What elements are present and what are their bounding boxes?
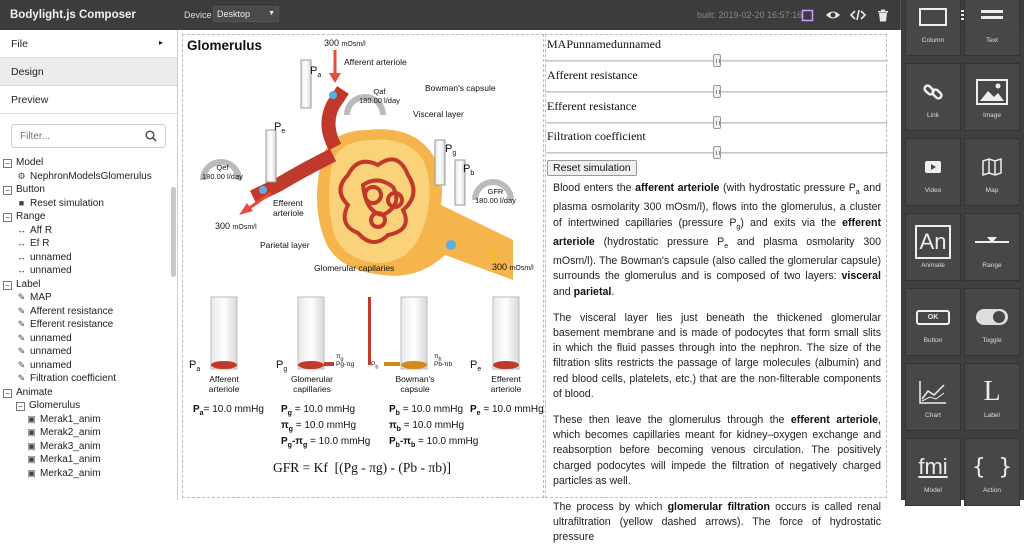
tree-item[interactable] <box>0 170 177 184</box>
slider-filtration-track[interactable] <box>546 146 888 160</box>
palette-tile-label: Link <box>927 112 939 119</box>
value-pig: $\pi_g = 10.0$ mmHg <box>281 420 357 433</box>
component-palette <box>901 30 1024 500</box>
value-pb: $P_b = 10.0$ mmHg <box>389 404 464 417</box>
device-label: Device <box>184 10 212 20</box>
device-select-value: Desktop <box>217 9 251 19</box>
tree-item[interactable] <box>0 156 177 170</box>
tree-item-label: unnamed <box>30 265 72 276</box>
tree-item[interactable] <box>0 345 177 359</box>
tree-item-label: Merak1_anim <box>40 413 101 425</box>
palette-tile-range[interactable] <box>964 213 1020 281</box>
palette-tile-button[interactable] <box>905 288 961 356</box>
chevron-right-icon: ▸ <box>158 38 163 47</box>
animate-icon: An <box>915 226 952 258</box>
toggle-icon <box>975 301 1009 333</box>
filter-field[interactable] <box>11 124 166 148</box>
tree-item[interactable] <box>0 224 177 238</box>
cyl-pa-label: $P_a$ <box>189 359 201 374</box>
cyl-pg-label: $P_g$ <box>276 359 288 374</box>
tree-item-label: Afferent resistance <box>30 305 114 317</box>
tree-item[interactable] <box>0 291 177 305</box>
menu-file-label: File <box>11 38 28 50</box>
app-title: Bodylight.js Composer <box>10 9 136 21</box>
value-pg: $P_g = 10.0$ mmHg <box>281 404 356 417</box>
palette-tile-label: Video <box>924 187 942 194</box>
slider-map <box>546 37 888 68</box>
top-bar <box>0 0 1024 30</box>
slider-filtration <box>546 129 888 160</box>
image-icon: ▣ <box>27 413 36 424</box>
tree-item[interactable] <box>0 467 177 481</box>
pencil-icon: ✎ <box>17 373 26 383</box>
label-icon: L <box>983 376 1001 407</box>
cyl-pb-small-label: $P_b$ <box>371 361 379 371</box>
tree-item-label: Merka2_anim <box>40 467 101 479</box>
palette-tile-label: Model <box>924 487 942 494</box>
chart-icon <box>918 376 948 408</box>
tree-item[interactable] <box>0 197 177 211</box>
filter-input[interactable] <box>20 126 140 146</box>
pressure-right-label: 300 mOsm/l <box>492 262 534 272</box>
tree-item-label: Aff R <box>30 224 53 236</box>
tree-item[interactable] <box>0 318 177 332</box>
menu-design[interactable] <box>0 58 177 86</box>
collapse-toggle-icon[interactable]: − <box>3 159 12 168</box>
slider-afferent-track[interactable] <box>546 85 888 99</box>
search-icon[interactable] <box>145 130 157 142</box>
tree-item-label: Animate <box>16 386 53 398</box>
collapse-toggle-icon[interactable]: − <box>3 213 12 222</box>
value-pib: $\pi_b = 10.0$ mmHg <box>389 420 465 433</box>
tree-item-label: Merak2_anim <box>40 427 101 438</box>
tree-item-label: Reset simulation <box>30 197 104 209</box>
tree-item-label: Filtration coefficient <box>30 373 116 384</box>
slider-efferent-label: Efferent resistance <box>547 99 637 113</box>
qef-gauge-label: Qef 180.00 l/day <box>202 163 243 181</box>
glomerulus-panel <box>182 34 544 498</box>
image-icon: ▣ <box>27 467 36 478</box>
cyl-glomerular-label: Glomerular capillaries <box>290 374 334 394</box>
tree-item[interactable] <box>0 305 177 319</box>
tree-item[interactable] <box>0 183 177 197</box>
value-pb-pib: $P_b-\pi_b = 10.0$ mmHg <box>389 436 479 449</box>
tree-item-label: MAP <box>30 292 52 303</box>
tree-item[interactable] <box>0 278 177 292</box>
design-canvas <box>179 30 901 544</box>
slider-afferent-label: Afferent resistance <box>547 68 638 82</box>
cyl-pe-label: $P_e$ <box>470 359 482 374</box>
tree-item[interactable] <box>0 426 177 440</box>
palette-tile-column[interactable] <box>905 0 961 56</box>
pencil-icon: ✎ <box>17 359 26 370</box>
tree-item-label: NephronModelsGlomerulus <box>30 170 152 182</box>
pencil-icon: ✎ <box>17 332 26 343</box>
collapse-toggle-icon[interactable]: − <box>3 281 12 290</box>
tree-item-label: Label <box>16 278 41 290</box>
tree-item-label: unnamed <box>30 251 72 263</box>
tree-item[interactable] <box>0 237 177 251</box>
palette-tile-label: Label <box>984 412 1000 419</box>
cyl-pib-label: $\pi_b$ <box>434 353 442 363</box>
text-icon <box>977 1 1007 33</box>
tree-item-label: Ef R <box>30 238 50 249</box>
image-icon: ▣ <box>27 440 36 451</box>
palette-tile-animate[interactable] <box>905 213 961 281</box>
slider-thumb[interactable] <box>713 85 721 98</box>
palette-tile-label: Chart <box>925 412 941 419</box>
cyl-pig-label: $\pi_g$ <box>336 353 344 363</box>
cyl-pg-pig-label: Pg-πg <box>336 361 355 368</box>
video-icon <box>924 151 942 183</box>
menu-preview[interactable] <box>0 86 177 114</box>
tree-item-label: Merak3_anim <box>40 440 101 452</box>
description-text <box>553 181 881 557</box>
square-icon[interactable] <box>798 6 816 24</box>
cyl-afferent-label: Afferent arteriole <box>208 374 240 394</box>
parietal-layer-label: Parietal layer <box>260 240 310 250</box>
image-icon: ▣ <box>27 427 36 437</box>
value-pa: $P_a= 10.0$ mmHg <box>193 404 264 417</box>
tree-item-label: unnamed <box>30 359 72 371</box>
palette-tile-model[interactable] <box>905 438 961 506</box>
slider-filtration-label: Filtration coefficient <box>547 129 646 143</box>
cyl-pb-pib-label: Pb-πb <box>434 361 453 368</box>
efferent-arteriole-label: Efferent arteriole <box>273 198 304 218</box>
collapse-toggle-icon[interactable]: − <box>3 389 12 398</box>
palette-tile-label: Action <box>982 487 1002 494</box>
slider-thumb[interactable] <box>713 54 721 67</box>
pencil-icon: ✎ <box>17 346 26 356</box>
sidebar-scrollbar[interactable] <box>171 187 176 277</box>
cyl-bowmans-label: Bowman's capsule <box>395 374 435 394</box>
action-icon: { } <box>972 454 1012 480</box>
pencil-icon: ✎ <box>17 319 26 329</box>
collapse-toggle-icon[interactable]: − <box>16 402 25 411</box>
palette-tile-label: Text <box>986 37 998 44</box>
tree-item[interactable] <box>0 264 177 278</box>
tree-item-label: Range <box>16 211 46 222</box>
palette-tile-toggle[interactable] <box>964 288 1020 356</box>
afferent-arteriole-label: Afferent arteriole <box>344 57 407 67</box>
code-icon[interactable] <box>849 6 867 24</box>
range-icon: ↔ <box>17 224 26 235</box>
device-select[interactable] <box>213 6 279 22</box>
model-icon: fmi <box>918 454 948 479</box>
glomerular-capillaries-label: Glomerular capilaries <box>314 263 395 273</box>
tree-item-label: Model <box>16 157 44 168</box>
tree-item[interactable] <box>0 413 177 427</box>
palette-tile-label: Map <box>985 187 999 194</box>
tree-item[interactable] <box>0 251 177 265</box>
tree-item[interactable] <box>0 440 177 454</box>
description-paragraph: The process by which glomerular filtration occurs is called renal ultrafiltration (yellow dashed arrows). The force of hydrostatic pressure <box>553 500 881 544</box>
bowmans-capsule-label: Bowman's capsule <box>425 83 496 93</box>
menu-file[interactable] <box>0 30 177 58</box>
tree-item[interactable] <box>0 210 177 224</box>
pg-label: $P_g$ <box>445 143 457 158</box>
gfr-formula: GFR = Kf [(Pg - πg) - (Pb - πb)] <box>273 460 451 475</box>
palette-tile-label: Range <box>982 262 1002 269</box>
palette-tile-action[interactable] <box>964 438 1020 506</box>
cyl-efferent-label: Efferent arteriole <box>490 374 522 394</box>
pe-label: $P_e$ <box>274 121 286 136</box>
palette-tile-label: Image <box>982 112 1002 119</box>
tree-item-label: Glomerulus <box>29 400 81 411</box>
tree-item-label: unnamed <box>30 332 72 344</box>
palette-tile-chart[interactable] <box>905 363 961 431</box>
description-paragraph: These then leave the glomerulus through the efferent arteriole, which becomes capillaries meant for kidney–oxygen exchange and reabsorption before becoming venous circulation. The positively charged podocytes will impede the filtration of negatively charged particles as well. <box>553 413 881 487</box>
tree-item-label: Button <box>16 184 45 195</box>
gfr-gauge-label: GFR 180.00 l/day <box>475 187 516 205</box>
range-icon: ↔ <box>17 238 26 248</box>
palette-tile-label[interactable] <box>964 363 1020 431</box>
menu-design-label: Design <box>11 66 44 78</box>
gear-icon: ⚙ <box>17 170 26 181</box>
palette-tile-map[interactable] <box>964 138 1020 206</box>
button-icon: OK <box>916 301 951 333</box>
toolbar-divider <box>900 0 901 30</box>
palette-tile-label: Column <box>921 37 945 44</box>
slider-efferent-track[interactable] <box>546 116 888 130</box>
menu-preview-label: Preview <box>11 94 49 106</box>
tree-item[interactable] <box>0 359 177 373</box>
reset-simulation-button[interactable]: Reset simulation <box>547 160 637 176</box>
slider-afferent <box>546 68 888 99</box>
value-pe: $P_e = 10.0$ mmHg <box>470 404 544 417</box>
pb-label: $P_b$ <box>463 163 475 178</box>
build-timestamp: built: 2019-02-20 16:57:16 <box>697 10 803 20</box>
link-icon <box>922 76 944 108</box>
range-icon <box>975 226 1009 258</box>
slider-thumb[interactable] <box>713 116 721 129</box>
column-icon <box>918 1 948 33</box>
left-sidebar <box>0 30 178 500</box>
slider-map-label: MAPunnamedunnamed <box>547 37 661 51</box>
palette-tile-link[interactable] <box>905 63 961 131</box>
pencil-icon: ✎ <box>17 292 26 302</box>
tree-item[interactable] <box>0 399 177 413</box>
trash-icon[interactable] <box>874 6 892 24</box>
qaf-gauge-label: Qaf 180.00 l/day <box>359 87 400 105</box>
palette-tile-label: Animate <box>921 262 945 269</box>
component-tree <box>0 156 177 480</box>
pressure-left-label: 300 mOsm/l <box>215 221 257 231</box>
pa-label: $P_a$ <box>310 65 322 80</box>
range-icon: ↔ <box>17 265 26 275</box>
image-icon <box>976 76 1008 108</box>
range-icon: ↔ <box>17 251 26 262</box>
image-icon: ▣ <box>27 454 36 464</box>
tree-item[interactable] <box>0 332 177 346</box>
tree-item[interactable] <box>0 372 177 386</box>
palette-tile-text[interactable] <box>964 0 1020 56</box>
palette-tile-video[interactable] <box>905 138 961 206</box>
palette-tile-label: Toggle <box>982 337 1002 344</box>
pressure-top-label: 300 mOsm/l <box>324 38 366 48</box>
collapse-toggle-icon[interactable]: − <box>3 186 12 195</box>
controls-panel <box>545 34 887 544</box>
eye-icon[interactable] <box>824 6 842 24</box>
glomerulus-title: Glomerulus <box>187 38 263 53</box>
description-paragraph: Blood enters the afferent arteriole (with hydrostatic pressure $P_a$ and plasma osmolarity 300 mOsm/l), flows into the glomerulus, a cluster of intertwined capillaries (pressure $P_g$) and exits via the efferent arteriole (hydrostatic pressure $P_e$ and plasma osmolarity 300 mOsm/l). The Bowman's capsule (also called the glomerular capsule) surrounds the glomerulus and is composed of two layers: visceral and parietal. <box>553 182 882 298</box>
tree-item-label: Merka1_anim <box>40 454 101 465</box>
palette-tile-image[interactable] <box>964 63 1020 131</box>
description-paragraph: The visceral layer lies just beneath the thickened glomerular basement membrane and is made of podocytes that form small slits in which the fluid passes through into the nephron. The size of the filtration slits restricts the passage of large molecules (albumin) and red blood cells, platelets, etc.) that are the non-filterable components of blood. <box>553 311 881 400</box>
slider-thumb[interactable] <box>713 146 721 159</box>
stop-icon: ■ <box>18 197 25 208</box>
map-icon <box>982 151 1002 183</box>
slider-map-track[interactable] <box>546 54 888 68</box>
tree-item[interactable] <box>0 453 177 467</box>
tree-item-label: unnamed <box>30 346 72 357</box>
value-pg-pig: $P_g-\pi_g = 10.0$ mmHg <box>281 436 371 449</box>
visceral-layer-label: Visceral layer <box>413 109 464 119</box>
tree-item-label: Efferent resistance <box>30 319 114 330</box>
tree-item[interactable] <box>0 386 177 400</box>
pencil-icon: ✎ <box>17 305 26 316</box>
chevron-down-icon: ▼ <box>268 10 275 17</box>
palette-tile-label: Button <box>923 337 943 344</box>
slider-efferent <box>546 99 888 130</box>
